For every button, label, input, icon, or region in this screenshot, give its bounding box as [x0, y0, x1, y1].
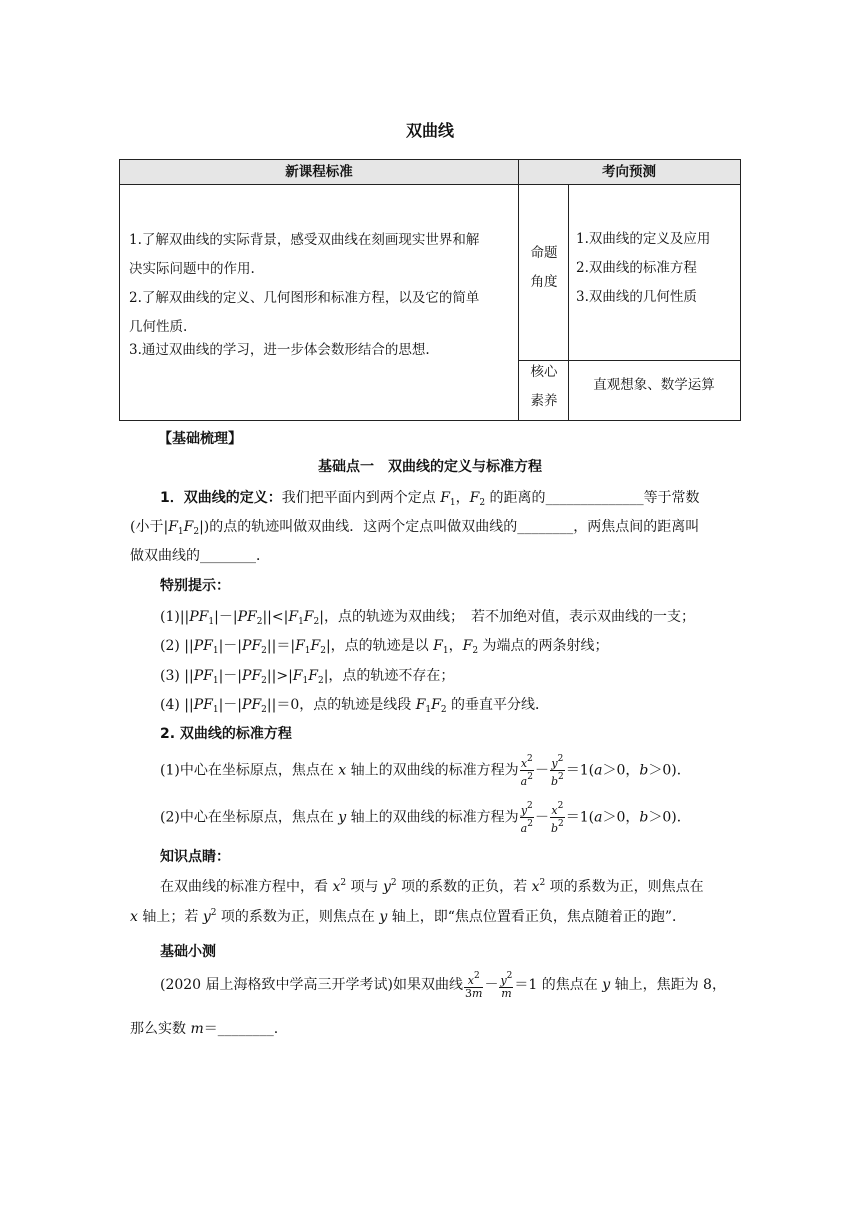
text: ＝1 的焦点在 — [514, 977, 603, 993]
text: 项的系数为正，则焦点在 — [216, 909, 380, 925]
text: |－| — [218, 697, 243, 713]
standard-line: 决实际问题中的作用. — [129, 261, 255, 277]
tip-1: $(1)||PF_1|-|PF_2||<|F_1F_2|$，点的轨迹为双曲线； 若不加绝对值，表示双曲线的一支； — [160, 609, 695, 627]
page-title: 双曲线 — [405, 121, 454, 140]
definition-line-1: 1．双曲线的定义：我们把平面内到两个定点 $F_1$，$F_2$ 的距离的______________等于常数 — [160, 490, 700, 508]
text: 轴上的双曲线的标准方程为 — [346, 762, 519, 779]
text: |)的点的轨迹叫做双曲线．这两个定点叫做双曲线的 — [199, 519, 518, 535]
text: ＞0)． — [648, 809, 691, 826]
row1-label-line: 角度 — [530, 274, 558, 290]
fraction: $\frac{y^2}{a^2}$ — [520, 801, 533, 835]
standard-line: 2.了解双曲线的定义、几何图形和标准方程，以及它的简单 — [129, 290, 480, 306]
equation-1: (1)中心在坐标原点，焦点在 x 轴上的双曲线的标准方程为 $\frac{x^2}{a^2}$ － $\frac{y^2}{b^2}$ ＝1(a＞0，b＞0)． — [160, 754, 691, 788]
text: ，两焦点间的距离叫 — [573, 519, 700, 535]
text: (小于| — [130, 519, 169, 535]
row1-items — [576, 225, 710, 312]
text: (2) || — [160, 638, 194, 654]
text: ＞0， — [602, 762, 640, 779]
text: 等于常数 — [643, 490, 700, 506]
text: ， — [455, 490, 470, 506]
text: 为端点的两条射线； — [478, 638, 609, 654]
text: ||>| — [266, 668, 293, 684]
definition-label: 双曲线的定义： — [183, 490, 282, 506]
row2-label-line: 核心 — [530, 364, 558, 380]
equation-heading: 2. 双曲线的标准方程 — [160, 726, 292, 742]
knowledge-line-1: 在双曲线的标准方程中，看 $x^2$ 项与 $y^2$ 项的系数的正负，若 $x^2$ 项的系数为正，则焦点在 — [160, 878, 704, 895]
text: (2)中心在坐标原点，焦点在 — [160, 809, 339, 826]
quiz-label: 基础小测 — [160, 944, 216, 960]
fraction: $\frac{x^2}{a^2}$ — [520, 754, 533, 788]
text: |－| — [218, 668, 243, 684]
text: 项的系数的正负，若 — [396, 879, 532, 895]
text: 项与 — [346, 879, 383, 895]
text: ＝ — [203, 1021, 218, 1037]
text: |－| — [218, 638, 243, 654]
standard-line: 1.了解双曲线的实际背景，感受双曲线在刻画现实世界和解 — [129, 232, 480, 248]
text: . — [273, 1021, 279, 1037]
text: 在双曲线的标准方程中，看 — [160, 879, 333, 895]
text: (1)|| — [160, 609, 190, 625]
text: ||<| — [262, 609, 289, 625]
table-header-standards: 新课程标准 — [120, 160, 518, 185]
text: |，点的轨迹不存在； — [323, 668, 455, 684]
row1-label — [528, 239, 560, 297]
fill-blank[interactable]: ________ — [200, 548, 256, 564]
text: |，点的轨迹是以 — [325, 638, 434, 654]
text: 轴上，即“焦点位置看正负，焦点随着正的跑”． — [387, 909, 687, 925]
table-header-forecast: 考向预测 — [518, 160, 740, 185]
text: 的垂直平分线． — [446, 697, 550, 713]
fill-blank[interactable]: ______________ — [545, 490, 644, 506]
fraction: $\frac{x^2}{3m}$ — [465, 971, 483, 1000]
text: 轴上；若 — [137, 909, 203, 925]
knowledge-line-2: x 轴上；若 $y^2$ 项的系数为正，则焦点在 y 轴上，即“焦点位置看正负，焦点随着正的跑”． — [130, 908, 687, 925]
definition-line-3 — [130, 545, 270, 565]
text: 轴上的双曲线的标准方程为 — [346, 809, 519, 826]
text: 做双曲线的 — [130, 548, 200, 564]
table-divider — [518, 160, 519, 420]
knowledge-label: 知识点睛： — [160, 849, 230, 865]
text: |－| — [214, 609, 238, 625]
text: ， — [448, 638, 463, 654]
text: (2020 届上海格致中学高三开学考试)如果双曲线 — [160, 977, 464, 993]
row2-value: 直观想象、数学运算 — [593, 377, 715, 393]
text: 那么实数 — [130, 1021, 191, 1037]
item-number: 1． — [160, 490, 184, 506]
tip-4: (4) $||PF_1|-|PF_2||=0$，点的轨迹是线段 $F_1F_2$ 的垂直平分线． — [160, 697, 550, 715]
text: ＝1( — [565, 762, 595, 779]
text: 项的系数为正，则焦点在 — [545, 879, 704, 895]
row1-item: 3.双曲线的几何性质 — [576, 289, 697, 305]
fraction: $\frac{y^2}{m}$ — [500, 971, 513, 1000]
answer-blank[interactable]: ________ — [217, 1021, 274, 1037]
text: (3) || — [160, 668, 194, 684]
text: (4) || — [160, 697, 194, 713]
standard-line: 3.通过双曲线的学习，进一步体会数形结合的思想. — [129, 342, 430, 358]
equation-2: (2)中心在坐标原点，焦点在 y 轴上的双曲线的标准方程为 $\frac{y^2}{a^2}$ － $\frac{x^2}{b^2}$ ＝1(a＞0，b＞0)． — [160, 801, 691, 835]
standard-line: 几何性质. — [129, 319, 188, 335]
text: ||＝| — [266, 638, 296, 654]
text: ＞0， — [602, 809, 640, 826]
subheading: 基础点一 双曲线的定义与标准方程 — [318, 459, 542, 475]
tips-label: 特别提示： — [160, 578, 230, 594]
section-heading: 【基础梳理】 — [158, 431, 242, 447]
text: 我们把平面内到两个定点 — [281, 490, 441, 506]
definition-line-2: (小于$|F_1F_2|$)的点的轨迹叫做双曲线．这两个定点叫做双曲线的________，两焦点间的距离叫 — [130, 519, 700, 537]
row2-label-line: 素养 — [530, 393, 558, 409]
tip-2: (2) $||PF_1|-|PF_2||=|F_1F_2|$，点的轨迹是以 $F_1$，$F_2$ 为端点的两条射线； — [160, 638, 609, 656]
row1-label-line: 命题 — [530, 245, 558, 261]
text: ． — [256, 548, 270, 564]
text: 的距离的 — [485, 490, 546, 506]
row1-item: 2.双曲线的标准方程 — [576, 260, 697, 276]
curriculum-table — [119, 159, 741, 421]
text: (1)中心在坐标原点，焦点在 — [160, 762, 339, 779]
text: 轴上，焦距为 8， — [610, 977, 726, 993]
standards-cell — [129, 226, 479, 365]
text: ＝1( — [565, 809, 595, 826]
tip-3: (3) $||PF_1|-|PF_2||>|F_1F_2|$，点的轨迹不存在； — [160, 668, 455, 686]
text: ||＝0，点的轨迹是线段 — [266, 697, 416, 713]
row2-label — [528, 358, 560, 416]
text: ＞0)． — [648, 762, 691, 779]
fraction: $\frac{x^2}{b^2}$ — [550, 801, 564, 835]
text: |，点的轨迹为双曲线； 若不加绝对值，表示双曲线的一支； — [319, 609, 695, 625]
fraction: $\frac{y^2}{b^2}$ — [550, 754, 564, 788]
row1-item: 1.双曲线的定义及应用 — [576, 231, 711, 247]
quiz-line-1: (2020 届上海格致中学高三开学考试)如果双曲线 $\frac{x^2}{3m}$ － $\frac{y^2}{m}$ ＝1 的焦点在 y 轴上，焦距为 8， — [160, 971, 726, 1000]
quiz-line-2: 那么实数 m＝________. — [130, 1021, 279, 1037]
fill-blank[interactable]: ________ — [517, 519, 574, 535]
